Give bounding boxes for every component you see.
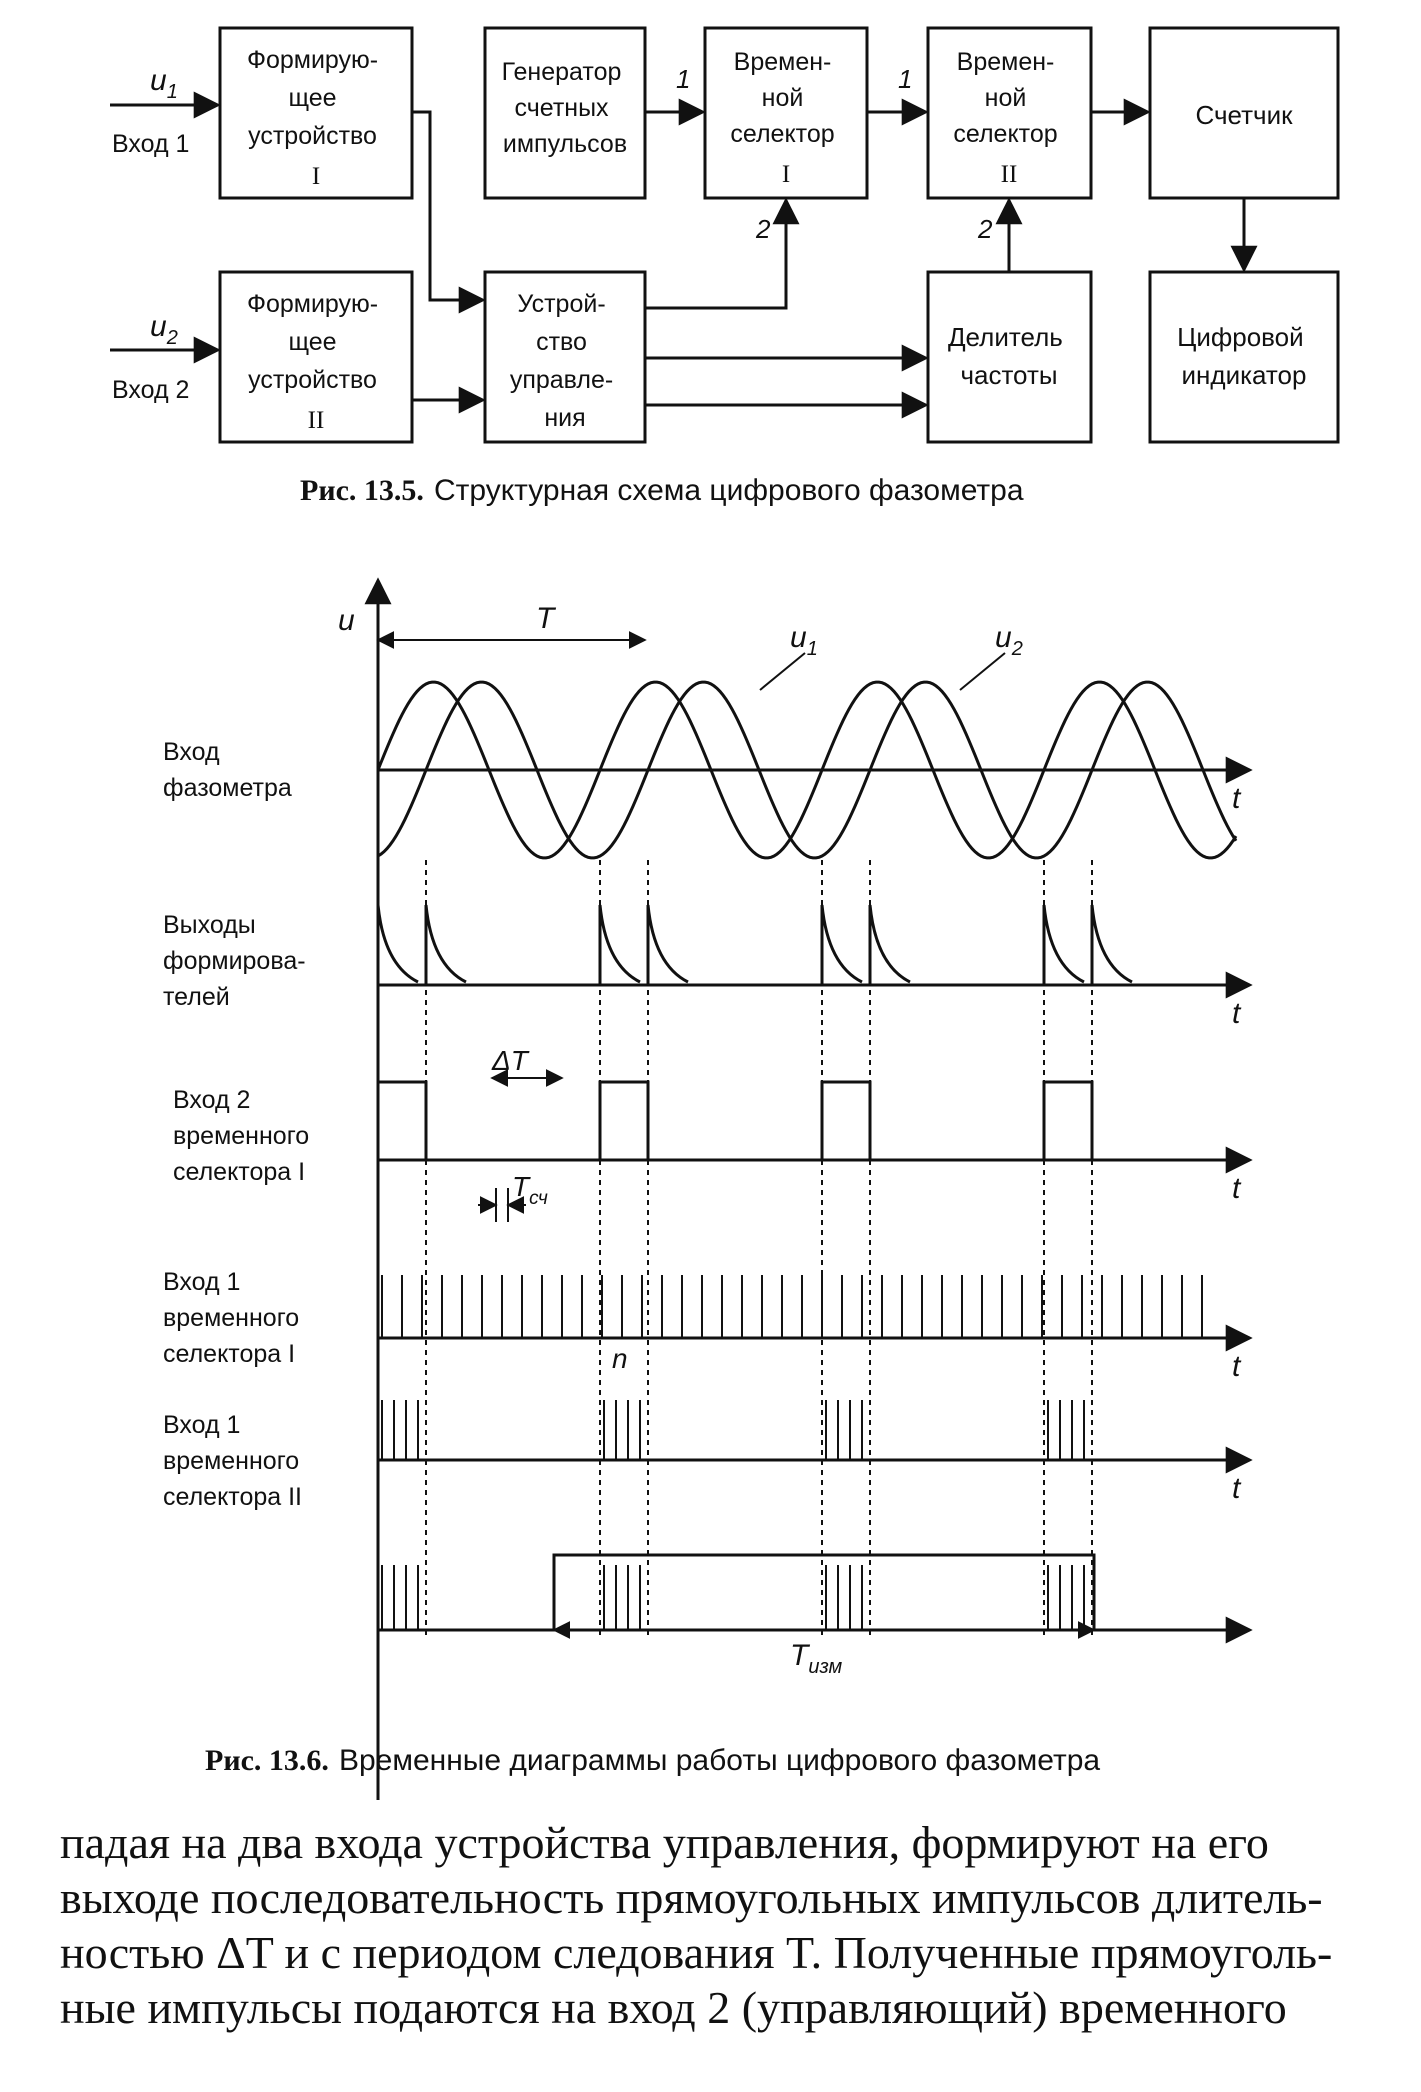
- control-pulse: [1044, 1082, 1092, 1160]
- measurement-window: [378, 1555, 1094, 1630]
- u-axis-label: u: [338, 604, 355, 637]
- port-label: 2: [978, 214, 993, 244]
- row-5-label: Вход 1 временного селектора II: [163, 1411, 303, 1511]
- u2-curve-label: $u_2$: [995, 621, 1023, 660]
- t-axis-label: t: [1232, 997, 1241, 1030]
- u1-symbol: $u_1$: [150, 64, 178, 103]
- delta-t-label: ΔT: [492, 1045, 528, 1076]
- control-pulse: [378, 1082, 426, 1160]
- port-label: 2: [756, 214, 771, 244]
- indicator-block: [1150, 272, 1338, 442]
- former-1-spike: [1044, 905, 1084, 985]
- row-1-label: Вход фазометра: [163, 738, 292, 802]
- t-axis-label: t: [1232, 1472, 1241, 1505]
- control-pulse: [822, 1082, 870, 1160]
- n-label: n: [612, 1343, 628, 1374]
- timing-diagrams: [163, 580, 1250, 1800]
- u1-leader: [760, 653, 805, 690]
- t-axis-label: t: [1232, 1350, 1241, 1383]
- port-label: 1: [898, 64, 913, 94]
- input-1-label: Вход 1: [112, 130, 190, 158]
- tsch-label: $T_{сч}$: [512, 1171, 548, 1209]
- body-paragraph: [60, 1815, 1360, 2035]
- tizm-label: $T_{изм}$: [790, 1639, 843, 1678]
- row-3-label: Вход 2 временного селектора I: [173, 1086, 310, 1186]
- figure-13-6-caption: Рис. 13.6. Временные диаграммы работы цифрового фазометра: [205, 1744, 1101, 1777]
- control-label: Устрой- ство управле- ния: [509, 290, 614, 432]
- block-diagram: [110, 28, 1338, 442]
- former-2-label: Формирую- щее устройство II: [246, 290, 379, 434]
- divider-label: Делитель частоты: [947, 322, 1063, 390]
- body-line: ные импульсы подаются на вход 2 (управляющий) временного: [60, 1982, 1287, 2033]
- former-2-spike: [648, 905, 688, 985]
- body-line: падая на два входа устройства управления, формируют на его: [60, 1817, 1269, 1868]
- divider-block: [928, 272, 1091, 442]
- former-1-spike: [822, 905, 862, 985]
- period-label: T: [536, 602, 555, 635]
- counter-label: Счетчик: [1195, 100, 1293, 130]
- control-pulse: [600, 1082, 648, 1160]
- body-line: выходе последовательность прямоугольных импульсов длитель-: [60, 1872, 1323, 1923]
- input-2-label: Вход 2: [112, 376, 190, 404]
- former-1-spike: [378, 905, 418, 985]
- selector-2-label: Времен- ной селектор II: [953, 48, 1058, 188]
- former-2-spike: [870, 905, 910, 985]
- figure-13-5-caption: Рис. 13.5. Структурная схема цифрового фазометра: [300, 474, 1024, 507]
- row-2-label: Выходы формирова-телей: [163, 911, 306, 1011]
- indicator-label: Цифровой индикатор: [1177, 322, 1307, 390]
- generator-label: Генератор счетных импульсов: [501, 58, 628, 158]
- former1-to-control: [412, 112, 483, 300]
- former-1-spike: [600, 905, 640, 985]
- t-axis-label: t: [1232, 782, 1241, 815]
- selector-1-label: Времен- ной селектор I: [730, 48, 835, 188]
- u2-leader: [960, 653, 1005, 690]
- body-line: ностью ΔT и с периодом следования T. Полученные прямоуголь-: [60, 1927, 1333, 1978]
- t-axis-label: t: [1232, 1172, 1241, 1205]
- port-label: 1: [676, 64, 691, 94]
- former-2-spike: [426, 905, 466, 985]
- u2-symbol: $u_2$: [150, 310, 178, 349]
- u1-curve-label: $u_1$: [790, 621, 818, 660]
- row-4-label: Вход 1 временного селектора I: [163, 1268, 300, 1368]
- former-1-label: Формирую- щее устройство I: [246, 46, 379, 190]
- former-2-spike: [1092, 905, 1132, 985]
